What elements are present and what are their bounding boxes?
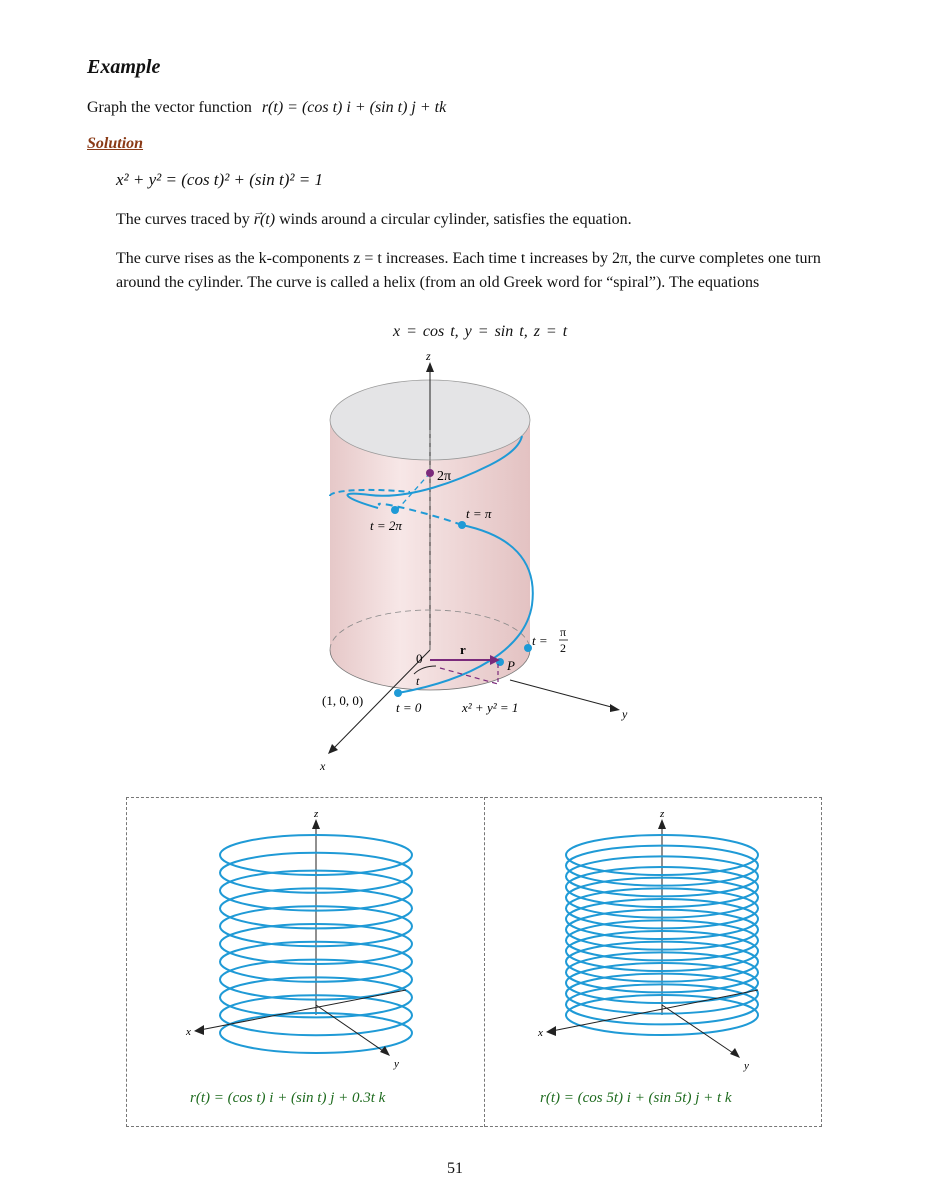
left-label-y: y [394,1058,399,1070]
point-two-pi [426,469,434,477]
y-axis-arrow [610,704,620,712]
helix-right-figure [530,805,810,1085]
right-y-arrow [730,1048,740,1058]
y-axis [510,680,615,708]
line2-before: The curves traced by [116,211,250,228]
helix-left-figure [180,805,460,1085]
label-pi-num: π [560,625,567,639]
label-two-pi: 2π [437,469,452,484]
helix-paragraph: The curve rises as the k-components z = t increases. Each time t increases by 2π, the curve completes one turn around the cylinder. The curve is called a helix (from an old Greek word for “spiral”). The equations [116,250,821,291]
vector-r-symbol: → r [254,211,260,228]
right-caption: r(t) = (cos 5t) i + (sin 5t) j + t k [540,1090,732,1106]
point-t-two-pi [391,506,399,514]
right-label-z: z [660,808,665,820]
line2-after: winds around a circular cylinder, satisfies the equation. [279,211,632,228]
identity-lhs: x² + y² [116,170,162,189]
intro-equation: r(t) = (cos t) i + (sin t) j + tk [261,99,447,116]
label-t-pi: t = π [466,506,492,521]
right-z-arrow [658,819,666,829]
label-origin: 0 [416,651,423,666]
label-pi-den: 2 [560,641,566,655]
intro-text: Graph the vector function [87,99,252,116]
label-r: r [460,642,466,657]
intro-line [87,96,446,120]
left-caption: r(t) = (cos t) i + (sin t) j + 0.3t k [190,1090,386,1106]
right-label-x: x [538,1027,543,1039]
label-circle-eq: x² + y² = 1 [462,700,519,715]
example-heading: Example [87,56,161,78]
label-z: z [426,350,431,363]
left-label-x: x [186,1026,191,1038]
label-x: x [320,759,326,773]
label-t-pi-over-2: t = [532,633,548,648]
point-t-pi [458,521,466,529]
label-P: P [507,658,515,673]
helix-coil [220,1013,412,1053]
label-t-two-pi: t = 2π [370,518,402,533]
left-z-arrow [312,819,320,829]
line2-t: (t) [259,211,276,228]
page-number: 51 [447,1160,463,1177]
point-t-zero [394,689,402,697]
identity-equation [116,170,323,190]
right-label-y: y [744,1060,749,1072]
point-t-pi-over-2 [524,644,532,652]
label-y: y [622,707,628,721]
label-angle-t: t [416,674,420,688]
parametric-equations: x = cos t, y = sin t, z = t [393,323,568,340]
solution-label: Solution [87,135,144,152]
curve-description [116,208,632,232]
label-point-100: (1, 0, 0) [322,693,364,708]
label-t-zero: t = 0 [396,700,422,715]
z-axis-arrow [426,362,434,372]
helix-cylinder-figure [310,350,640,780]
identity-rhs: = (cos t)² + (sin t)² = 1 [165,170,323,189]
right-x-arrow [546,1026,556,1036]
left-x-arrow [194,1025,204,1035]
left-label-z: z [314,808,319,820]
box-divider [484,797,485,1127]
